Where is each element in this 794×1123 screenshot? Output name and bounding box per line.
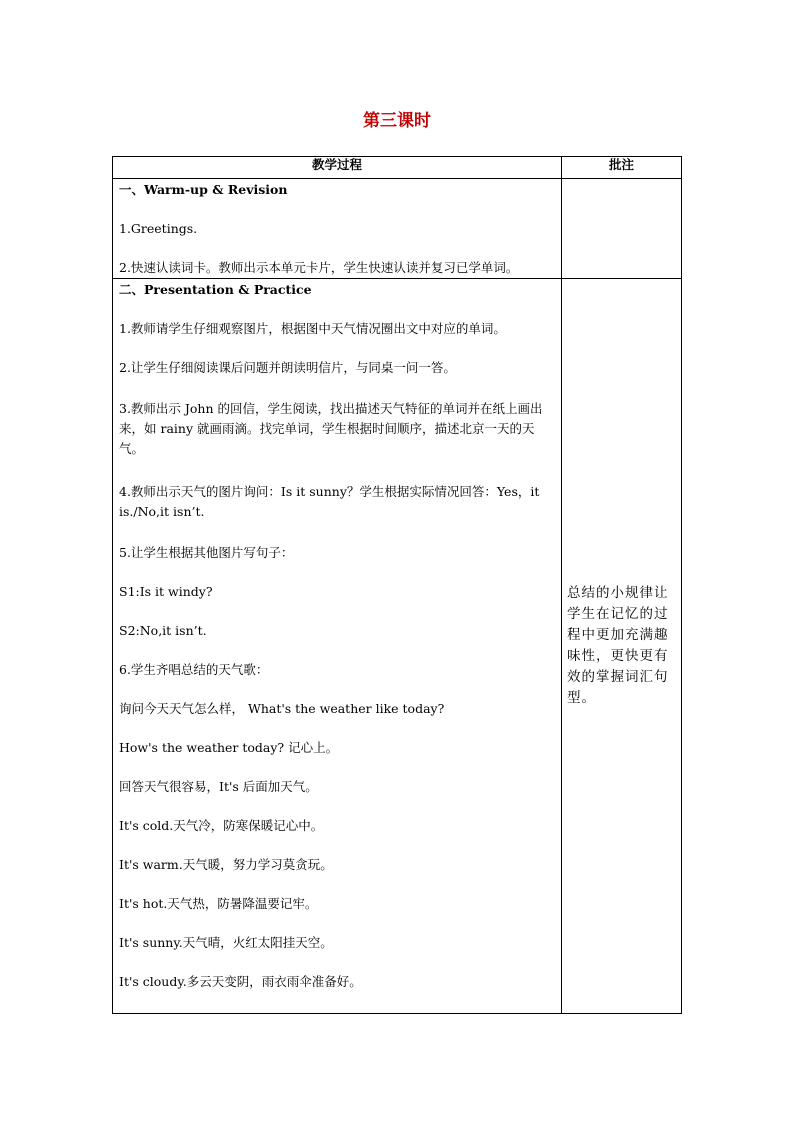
- list-item: How's the weather today? 记心上。: [119, 740, 339, 755]
- list-item: It's warm.天气暖，努力学习莫贪玩。: [119, 857, 333, 872]
- list-item: 询问今天天气怎么样， What's the weather like today?: [119, 701, 445, 716]
- list-item: 4.教师出示天气的图片询问：Is it sunny？学生根据实际情况回答：Yes，it is./No,it isn’t.: [119, 484, 540, 519]
- list-item: S2:No,it isn’t.: [119, 623, 207, 638]
- table-header-row: [113, 157, 682, 179]
- list-item: It's hot.天气热，防暑降温要记牢。: [119, 896, 318, 911]
- list-item: It's cold.天气冷，防寒保暖记心中。: [119, 818, 324, 833]
- list-item: 回答天气很容易，It's 后面加天气。: [119, 779, 318, 794]
- list-item: 1.教师请学生仔细观察图片，根据图中天气情况圈出文中对应的单词。: [119, 321, 506, 336]
- section-presentation-note: 总结的小规律让学生在记忆的过程中更加充满趣味性，更快更有效的掌握词汇句型。: [562, 279, 682, 1014]
- list-item: 3.教师出示 John 的回信，学生阅读，找出描述天气特征的单词并在纸上画出来，如 rainy 就画雨滴。找完单词，学生根据时间顺序，描述北京一天的天气。: [119, 401, 543, 456]
- section-warmup-content: [113, 179, 562, 279]
- section-heading: 二、Presentation & Practice: [119, 282, 312, 297]
- page-title: 第三课时: [363, 111, 431, 131]
- list-item: 1.Greetings.: [119, 221, 198, 236]
- list-item: S1:Is it windy?: [119, 584, 213, 599]
- header-process: 教学过程: [113, 157, 562, 179]
- section-warmup-row: [113, 179, 682, 279]
- list-item: 6.学生齐唱总结的天气歌：: [119, 662, 269, 677]
- lesson-table: [112, 156, 682, 1014]
- section-warmup-note: [562, 179, 682, 279]
- section-presentation-content: [113, 279, 562, 1014]
- section-heading: 一、Warm-up & Revision: [119, 182, 288, 197]
- section-presentation-row: [113, 279, 682, 1014]
- list-item: 2.让学生仔细阅读课后问题并朗读明信片，与同桌一问一答。: [119, 360, 456, 375]
- list-item: It's sunny.天气晴，火红太阳挂天空。: [119, 935, 333, 950]
- list-item: 2.快速认读词卡。教师出示本单元卡片，学生快速认读并复习已学单词。: [119, 260, 519, 275]
- list-item: It's cloudy.多云天变阴，雨衣雨伞准备好。: [119, 974, 362, 989]
- header-notes: 批注: [562, 157, 682, 179]
- list-item: 5.让学生根据其他图片写句子：: [119, 545, 294, 560]
